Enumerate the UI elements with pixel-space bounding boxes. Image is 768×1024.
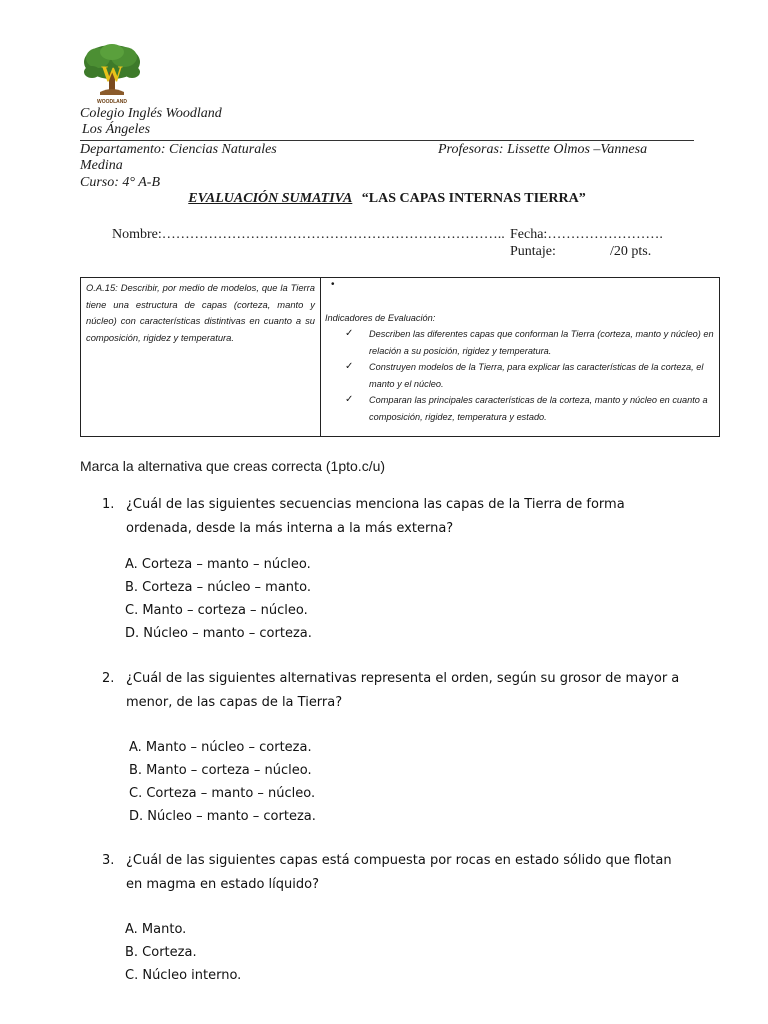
department: Departamento: Ciencias Naturales Medina — [80, 142, 277, 173]
course: Curso: 4° A-B — [80, 175, 161, 190]
indicators-title: Indicadores de Evaluación: — [325, 313, 436, 323]
school-logo — [78, 42, 146, 106]
question-3-options — [125, 918, 241, 987]
school-city: Los Ángeles — [82, 122, 151, 137]
school-name: Colegio Inglés Woodland — [80, 106, 222, 121]
indicator-item — [345, 359, 715, 392]
indicators-cell — [321, 278, 719, 436]
checkmark-icon: ✓ — [345, 361, 354, 372]
objectives-table — [80, 277, 720, 437]
question-1-options — [125, 553, 312, 645]
question-number: 2. — [102, 671, 115, 686]
indicator-item — [345, 392, 715, 425]
question-2 — [102, 667, 702, 715]
checkmark-icon: ✓ — [345, 328, 354, 339]
indicator-text: Describen las diferentes capas que conforman la Tierra (corteza, manto y núcleo) en relación a su posición, rigidez y temperatura. — [369, 329, 714, 356]
logo-text: WOODLAND — [97, 99, 127, 105]
option-c[interactable]: C. Manto – corteza – núcleo. — [125, 603, 308, 618]
option-c[interactable]: C. Corteza – manto – núcleo. — [129, 786, 316, 801]
option-c[interactable]: C. Núcleo interno. — [125, 968, 242, 983]
option-d[interactable]: D. Núcleo – manto – corteza. — [125, 626, 312, 641]
name-field: Nombre:……………………………………………………………….. — [112, 227, 505, 242]
score-label: Puntaje: — [510, 244, 556, 259]
indicators-list — [345, 326, 715, 425]
checkmark-icon: ✓ — [345, 394, 354, 405]
evaluation-title-topic: “LAS CAPAS INTERNAS TIERRA” — [361, 191, 586, 206]
question-text: ¿Cuál de las siguientes secuencias menciona las capas de la Tierra de forma ordenada, desde la más interna a la más externa? — [126, 497, 625, 536]
option-a[interactable]: A. Corteza – manto – núcleo. — [125, 557, 311, 572]
option-a[interactable]: A. Manto. — [125, 922, 187, 937]
teachers: Profesoras: Lissette Olmos –Vannesa — [438, 142, 648, 157]
question-text: ¿Cuál de las siguientes alternativas representa el orden, según su grosor de mayor a menor, de las capas de la Tierra? — [126, 671, 680, 710]
logo-letter: W — [101, 61, 123, 86]
indicator-item — [345, 326, 715, 359]
question-3 — [102, 849, 702, 897]
question-2-options — [129, 736, 316, 828]
header-divider — [80, 140, 694, 141]
learning-objective: O.A.15: Describir, por medio de modelos, que la Tierra tiene una estructura de capas (corteza, manto y núcleo) con características distintivas en cuanto a su composición, rigidez y temperatura. — [81, 278, 321, 436]
score-total: /20 pts. — [610, 244, 652, 259]
evaluation-title-underlined: EVALUACIÓN SUMATIVA — [188, 191, 353, 206]
option-a[interactable]: A. Manto – núcleo – corteza. — [129, 740, 312, 755]
question-number: 1. — [102, 497, 115, 512]
evaluation-title — [0, 191, 768, 207]
question-number: 3. — [102, 853, 115, 868]
date-field: Fecha:……………………. — [510, 227, 663, 242]
indicator-text: Construyen modelos de la Tierra, para explicar las características de la corteza, el manto y el núcleo. — [369, 362, 704, 389]
option-d[interactable]: D. Núcleo – manto – corteza. — [129, 809, 316, 824]
indicator-text: Comparan las principales características de la corteza, manto y núcleo en cuanto a composición, rigidez, temperatura y estado. — [369, 395, 708, 422]
question-text: ¿Cuál de las siguientes capas está compuesta por rocas en estado sólido que flotan en magma en estado líquido? — [126, 853, 672, 892]
bullet-icon: • — [331, 279, 335, 290]
question-1 — [102, 493, 702, 541]
option-b[interactable]: B. Corteza. — [125, 945, 197, 960]
instruction: Marca la alternativa que creas correcta (1pto.c/u) — [80, 458, 386, 474]
option-b[interactable]: B. Corteza – núcleo – manto. — [125, 580, 311, 595]
option-b[interactable]: B. Manto – corteza – núcleo. — [129, 763, 312, 778]
